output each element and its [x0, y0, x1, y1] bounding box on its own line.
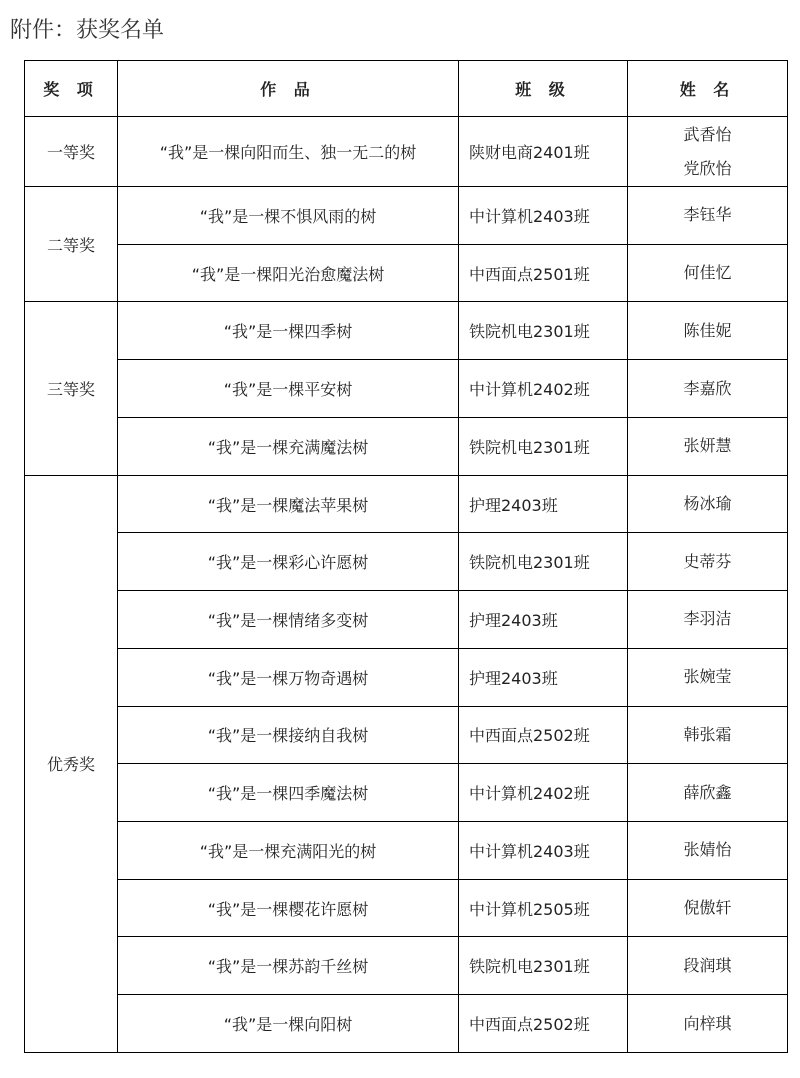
student-name-cell	[628, 417, 788, 475]
class-cell: 中西面点2502班	[459, 706, 628, 764]
student-name: 杨冰瑜	[683, 494, 732, 513]
work-title-cell: “我”是一棵樱花许愿树	[118, 879, 459, 937]
document-title: 附件：获奖名单	[10, 18, 165, 43]
student-name: 李钰华	[683, 205, 732, 225]
work-title-cell: “我”是一棵充满阳光的树	[118, 821, 459, 879]
table-header-row	[25, 61, 788, 117]
table-row	[25, 117, 788, 187]
student-name-cell	[628, 475, 788, 533]
prize-level-cell: 二等奖	[25, 187, 118, 302]
student-name: 李羽洁	[683, 609, 732, 629]
work-title-cell: “我”是一棵平安树	[118, 360, 459, 418]
class-cell: 护理2403班	[459, 475, 628, 533]
table-row	[25, 821, 788, 879]
prize-level-cell: 三等奖	[25, 302, 118, 475]
work-title-cell: “我”是一棵情绪多变树	[118, 591, 459, 649]
class-cell: 中西面点2502班	[459, 995, 628, 1053]
table-row	[25, 591, 788, 649]
table-row	[25, 244, 788, 302]
class-cell: 中计算机2403班	[459, 821, 628, 879]
work-title-cell: “我”是一棵接纳自我树	[118, 706, 459, 764]
table-row	[25, 706, 788, 764]
class-cell: 中西面点2501班	[459, 244, 628, 302]
table-row	[25, 764, 788, 822]
award-table-body	[25, 117, 788, 1053]
table-row	[25, 187, 788, 245]
class-cell: 护理2403班	[459, 591, 628, 649]
student-name: 武香怡	[683, 124, 732, 144]
work-title-cell: “我”是一棵四季树	[118, 302, 459, 360]
student-name: 何佳忆	[683, 263, 732, 283]
class-cell: 铁院机电2301班	[459, 302, 628, 360]
student-name-cell	[628, 821, 788, 879]
student-name-cell	[628, 302, 788, 360]
table-row	[25, 879, 788, 937]
class-cell: 陕财电商2401班	[459, 117, 628, 187]
student-name: 韩张霜	[683, 724, 732, 744]
class-cell: 铁院机电2301班	[459, 533, 628, 591]
work-title-cell: “我”是一棵向阳树	[118, 995, 459, 1053]
prize-level-cell: 优秀奖	[25, 475, 118, 1052]
student-name: 张婉莹	[683, 667, 732, 687]
student-name: 薛欣鑫	[683, 782, 732, 802]
student-name: 段润琪	[683, 955, 732, 975]
table-row	[25, 360, 788, 418]
header-name: 姓 名	[628, 61, 788, 117]
header-work: 作 品	[118, 61, 459, 117]
student-name-cell	[628, 879, 788, 937]
student-name-cell	[628, 360, 788, 418]
table-row	[25, 417, 788, 475]
student-name: 向梓琪	[683, 1013, 732, 1033]
table-row	[25, 302, 788, 360]
class-cell: 中计算机2402班	[459, 360, 628, 418]
class-cell: 护理2403班	[459, 648, 628, 706]
work-title-cell: “我”是一棵万物奇遇树	[118, 648, 459, 706]
work-title-cell: “我”是一棵魔法苹果树	[118, 475, 459, 533]
student-name-cell	[628, 937, 788, 995]
work-title-cell: “我”是一棵向阳而生、独一无二的树	[118, 117, 459, 187]
table-row	[25, 475, 788, 533]
student-name-cell	[628, 187, 788, 245]
table-row	[25, 648, 788, 706]
student-name: 张婧怡	[683, 840, 732, 860]
student-name-cell	[628, 764, 788, 822]
student-name-cell	[628, 117, 788, 187]
class-cell: 中计算机2505班	[459, 879, 628, 937]
student-name: 李嘉欣	[683, 378, 732, 398]
student-name-cell	[628, 648, 788, 706]
award-list-table	[24, 60, 788, 1053]
class-cell: 中计算机2402班	[459, 764, 628, 822]
student-name-cell	[628, 533, 788, 591]
table-row	[25, 937, 788, 995]
student-name-cell	[628, 591, 788, 649]
student-name: 陈佳妮	[683, 320, 732, 340]
work-title-cell: “我”是一棵彩心许愿树	[118, 533, 459, 591]
table-row	[25, 995, 788, 1053]
student-name-cell	[628, 706, 788, 764]
student-name-cell	[628, 244, 788, 302]
header-prize: 奖 项	[25, 61, 118, 117]
work-title-cell: “我”是一棵阳光治愈魔法树	[118, 244, 459, 302]
prize-level-cell: 一等奖	[25, 117, 118, 187]
class-cell: 铁院机电2301班	[459, 417, 628, 475]
table-row	[25, 533, 788, 591]
student-name: 史蒂芬	[683, 551, 732, 571]
header-class: 班 级	[459, 61, 628, 117]
class-cell: 铁院机电2301班	[459, 937, 628, 995]
work-title-cell: “我”是一棵苏韵千丝树	[118, 937, 459, 995]
work-title-cell: “我”是一棵充满魔法树	[118, 417, 459, 475]
student-name-cell	[628, 995, 788, 1053]
student-name: 倪傲轩	[683, 898, 732, 918]
work-title-cell: “我”是一棵四季魔法树	[118, 764, 459, 822]
student-name: 党欣怡	[683, 158, 732, 178]
student-name: 张妍慧	[683, 436, 732, 456]
class-cell: 中计算机2403班	[459, 187, 628, 245]
work-title-cell: “我”是一棵不惧风雨的树	[118, 187, 459, 245]
